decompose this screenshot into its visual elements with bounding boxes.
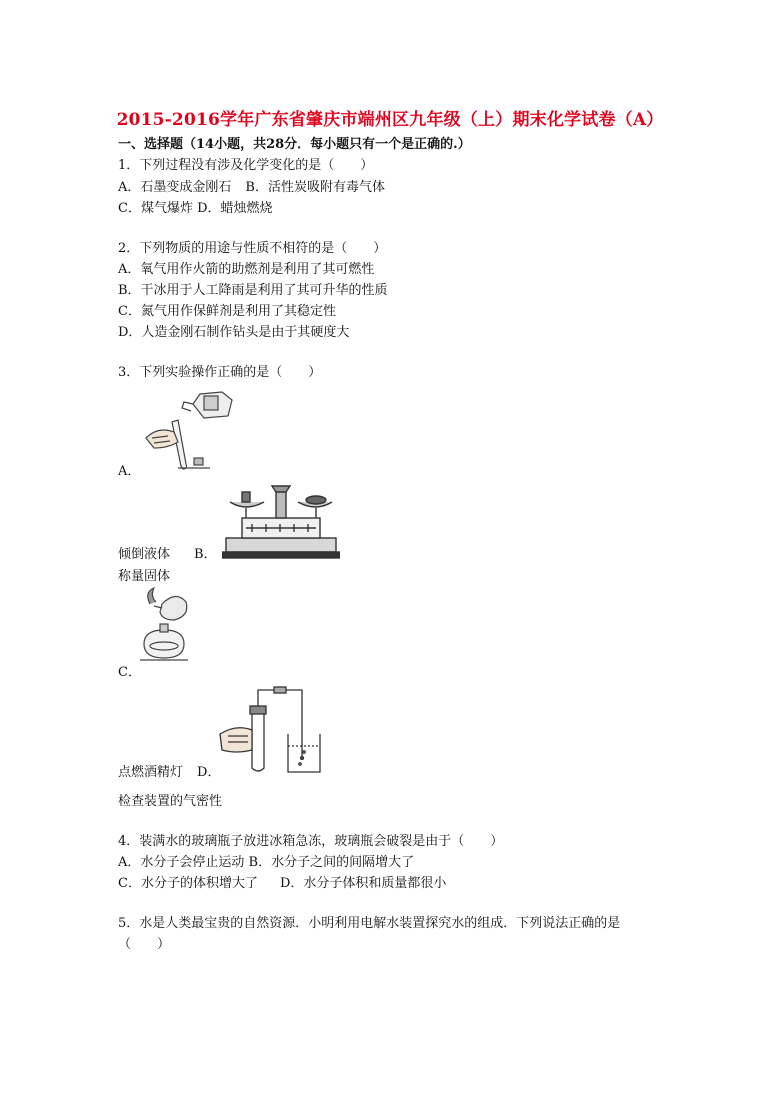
q2-option-b: B．干冰用于人工降雨是利用了其可升华的性质 bbox=[118, 283, 388, 298]
q2-option-d: D．人造金刚石制作钻头是由于其硬度大 bbox=[118, 325, 350, 340]
q3-caption-b: 称量固体 bbox=[118, 569, 171, 584]
q3-options-cd-row bbox=[118, 764, 220, 782]
q4-stem: 4．装满水的玻璃瓶子放进冰箱急冻，玻璃瓶会破裂是由于（ ） bbox=[118, 834, 504, 849]
q4-options-ab: A．水分子会停止运动 B．水分子之间的间隔增大了 bbox=[118, 855, 415, 870]
q4-option-c: C．水分子的体积增大了 bbox=[118, 876, 258, 891]
q3-caption-d: 检查装置的气密性 bbox=[118, 794, 223, 809]
q3-option-b-label: B． bbox=[194, 547, 217, 562]
q3-option-d-label: D． bbox=[197, 765, 221, 780]
q2-stem: 2．下列物质的用途与性质不相符的是（ ） bbox=[118, 241, 387, 256]
q1-stem: 1．下列过程没有涉及化学变化的是（ ） bbox=[118, 158, 374, 173]
q3-caption-a: 倾倒液体 bbox=[118, 547, 171, 562]
q2-option-a: A．氧气用作火箭的助燃剂是利用了其可燃性 bbox=[118, 262, 375, 277]
q1-option-a: A．石墨变成金刚石 bbox=[118, 180, 232, 195]
section-heading: 一、选择题（14小题，共28分．每小题只有一个是正确的.） bbox=[118, 137, 471, 152]
q4-option-d: D．水分子体积和质量都很小 bbox=[279, 876, 447, 891]
q3-stem: 3．下列实验操作正确的是（ ） bbox=[118, 365, 322, 380]
q1-options-ab bbox=[118, 179, 385, 197]
q5-stem: 5．水是人类最宝贵的自然资源．小明利用电解水装置探究水的组成．下列说法正确的是 bbox=[118, 916, 621, 931]
q3-options-ab-row bbox=[118, 546, 217, 564]
q3-caption-c: 点燃酒精灯 bbox=[118, 765, 184, 780]
figure-pouring-liquid bbox=[138, 386, 248, 470]
q2-option-c: C．氮气用作保鲜剂是利用了其稳定性 bbox=[118, 304, 336, 319]
page-title: 2015-2016学年广东省肇庆市端州区九年级（上）期末化学试卷（A） bbox=[116, 110, 664, 130]
q3-option-a-label: A． bbox=[118, 464, 141, 479]
figure-airtightness-check bbox=[218, 684, 330, 776]
q1-options-cd: C．煤气爆炸 D．蜡烛燃烧 bbox=[118, 201, 273, 216]
q3-option-c-label: C． bbox=[118, 665, 141, 680]
figure-balance bbox=[222, 482, 340, 560]
q1-option-b: B．活性炭吸附有毒气体 bbox=[245, 180, 385, 195]
q4-options-cd bbox=[118, 875, 446, 893]
q5-paren: （ ） bbox=[118, 937, 171, 952]
figure-alcohol-lamp bbox=[136, 586, 192, 666]
